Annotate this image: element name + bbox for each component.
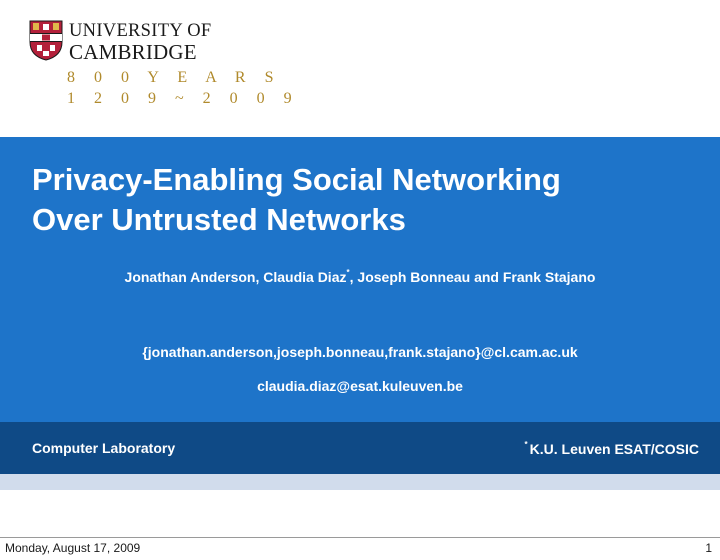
- email-cambridge: {jonathan.anderson,joseph.bonneau,frank.stajano}@cl.cam.ac.uk: [142, 344, 578, 360]
- university-name-line2: CAMBRIDGE: [69, 40, 197, 64]
- anniversary-line2: 1 2 0 9 ~ 2 0 0 9: [67, 90, 300, 107]
- slide-title-line1: Privacy-Enabling Social Networking: [32, 162, 561, 197]
- decorative-stripe: [0, 474, 720, 490]
- university-logo: [29, 20, 300, 112]
- author-list: [0, 268, 720, 285]
- affiliation-right-text: K.U. Leuven ESAT/COSIC: [529, 441, 699, 457]
- footer-divider: [0, 537, 720, 538]
- email-leuven: claudia.diaz@esat.kuleuven.be: [257, 378, 463, 394]
- affiliation-mark: *: [346, 268, 350, 277]
- cambridge-shield-icon: [29, 20, 63, 61]
- slide-title: [32, 160, 702, 240]
- authors-part2: , Joseph Bonneau and Frank Stajano: [349, 269, 596, 285]
- anniversary-line1: 8 0 0 Y E A R S: [67, 69, 281, 86]
- slide-title-line2: Over Untrusted Networks: [32, 202, 406, 237]
- footer-date: Monday, August 17, 2009: [5, 541, 141, 555]
- university-name-line1: UNIVERSITY OF: [69, 21, 212, 41]
- authors-part1: Jonathan Anderson, Claudia Diaz: [124, 269, 347, 285]
- affiliation-right: [525, 440, 699, 457]
- affiliation-left: Computer Laboratory: [32, 440, 176, 456]
- affiliation-right-mark: *: [524, 440, 528, 449]
- page-number: 1: [705, 541, 712, 555]
